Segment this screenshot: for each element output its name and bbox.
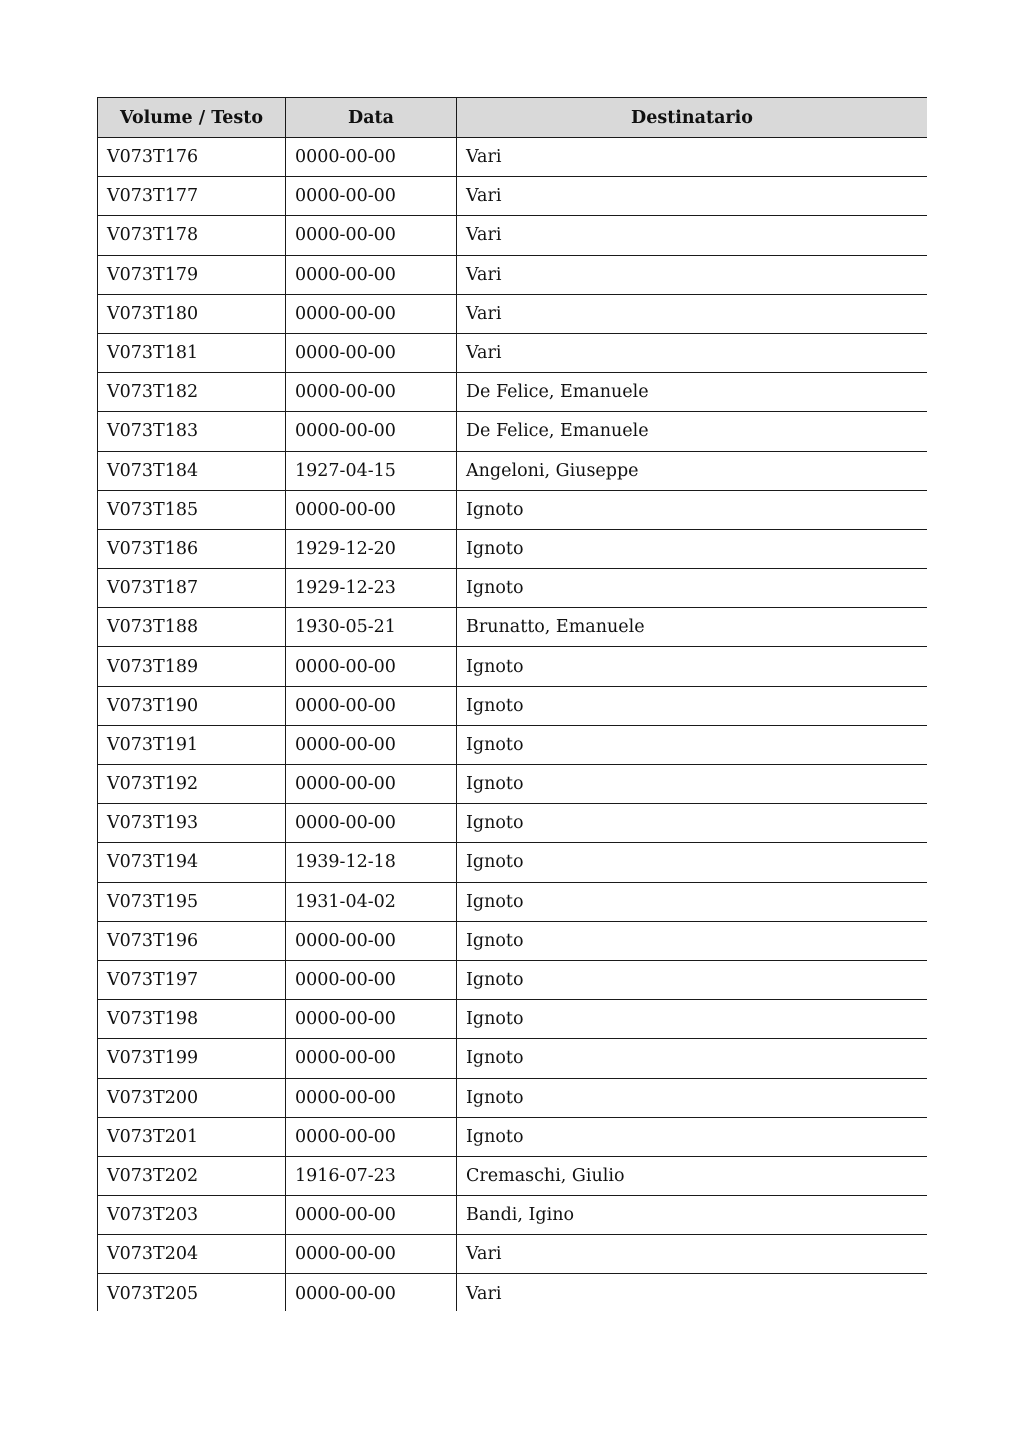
cell-destinatario: Ignoto [457,1117,928,1156]
cell-destinatario: Ignoto [457,921,928,960]
table-row [98,451,928,490]
table-row [98,1274,928,1311]
table-row [98,608,928,647]
cell-volume-testo: V073T188 [98,608,286,647]
cell-volume-testo: V073T190 [98,686,286,725]
cell-data: 1931-04-02 [286,882,457,921]
cell-data: 0000-00-00 [286,255,457,294]
cell-data: 0000-00-00 [286,1274,457,1311]
cell-volume-testo: V073T177 [98,177,286,216]
cell-destinatario: Ignoto [457,882,928,921]
cell-data: 0000-00-00 [286,1196,457,1235]
table-row [98,294,928,333]
cell-volume-testo: V073T187 [98,569,286,608]
cell-volume-testo: V073T185 [98,490,286,529]
header-data: Data [286,98,457,138]
table-row [98,765,928,804]
cell-volume-testo: V073T176 [98,138,286,177]
cell-data: 0000-00-00 [286,1235,457,1274]
cell-data: 0000-00-00 [286,373,457,412]
cell-volume-testo: V073T197 [98,960,286,999]
table-row [98,1117,928,1156]
cell-data: 0000-00-00 [286,686,457,725]
table-row [98,960,928,999]
cell-data: 0000-00-00 [286,294,457,333]
cell-volume-testo: V073T201 [98,1117,286,1156]
cell-destinatario: Ignoto [457,1000,928,1039]
cell-destinatario: Vari [457,138,928,177]
cell-volume-testo: V073T183 [98,412,286,451]
cell-data: 0000-00-00 [286,177,457,216]
cell-data: 0000-00-00 [286,725,457,764]
cell-data: 1929-12-20 [286,529,457,568]
cell-data: 0000-00-00 [286,647,457,686]
table-row [98,843,928,882]
table-row [98,882,928,921]
cell-destinatario: De Felice, Emanuele [457,412,928,451]
cell-data: 0000-00-00 [286,1078,457,1117]
table-row [98,177,928,216]
cell-destinatario: Vari [457,177,928,216]
cell-volume-testo: V073T200 [98,1078,286,1117]
table-body [98,138,928,1312]
cell-destinatario: Ignoto [457,686,928,725]
cell-data: 1916-07-23 [286,1156,457,1195]
cell-destinatario: Ignoto [457,1039,928,1078]
cell-volume-testo: V073T180 [98,294,286,333]
cell-destinatario: Ignoto [457,529,928,568]
cell-volume-testo: V073T178 [98,216,286,255]
cell-destinatario: Vari [457,1235,928,1274]
cell-volume-testo: V073T189 [98,647,286,686]
table-header [98,98,928,138]
table-row [98,569,928,608]
cell-volume-testo: V073T205 [98,1274,286,1311]
cell-data: 0000-00-00 [286,765,457,804]
cell-destinatario: Vari [457,255,928,294]
cell-volume-testo: V073T192 [98,765,286,804]
cell-data: 0000-00-00 [286,1000,457,1039]
table-row [98,1156,928,1195]
table-row [98,490,928,529]
table-row [98,921,928,960]
cell-data: 0000-00-00 [286,1039,457,1078]
table-row [98,373,928,412]
cell-volume-testo: V073T184 [98,451,286,490]
cell-data: 0000-00-00 [286,1117,457,1156]
cell-data: 0000-00-00 [286,490,457,529]
cell-volume-testo: V073T195 [98,882,286,921]
cell-destinatario: Vari [457,1274,928,1311]
cell-data: 0000-00-00 [286,412,457,451]
table-row [98,1000,928,1039]
cell-data: 0000-00-00 [286,333,457,372]
cell-data: 1939-12-18 [286,843,457,882]
table-row [98,1196,928,1235]
cell-destinatario: Ignoto [457,765,928,804]
table-row [98,804,928,843]
cell-volume-testo: V073T186 [98,529,286,568]
cell-volume-testo: V073T191 [98,725,286,764]
cell-destinatario: Vari [457,216,928,255]
cell-destinatario: Vari [457,333,928,372]
table-row [98,647,928,686]
table-row [98,138,928,177]
cell-volume-testo: V073T179 [98,255,286,294]
cell-volume-testo: V073T196 [98,921,286,960]
cell-destinatario: De Felice, Emanuele [457,373,928,412]
cell-destinatario: Ignoto [457,804,928,843]
header-row [98,98,928,138]
cell-data: 1930-05-21 [286,608,457,647]
table-row [98,333,928,372]
table-row [98,1039,928,1078]
cell-volume-testo: V073T202 [98,1156,286,1195]
table-row [98,725,928,764]
cell-data: 0000-00-00 [286,960,457,999]
cell-volume-testo: V073T181 [98,333,286,372]
cell-destinatario: Ignoto [457,960,928,999]
cell-data: 1927-04-15 [286,451,457,490]
letters-table-container [97,97,927,1311]
cell-destinatario: Brunatto, Emanuele [457,608,928,647]
cell-destinatario: Ignoto [457,725,928,764]
cell-destinatario: Ignoto [457,647,928,686]
table-row [98,529,928,568]
cell-volume-testo: V073T199 [98,1039,286,1078]
cell-destinatario: Ignoto [457,490,928,529]
cell-volume-testo: V073T203 [98,1196,286,1235]
table-row [98,412,928,451]
cell-volume-testo: V073T204 [98,1235,286,1274]
cell-data: 0000-00-00 [286,216,457,255]
cell-destinatario: Angeloni, Giuseppe [457,451,928,490]
cell-destinatario: Cremaschi, Giulio [457,1156,928,1195]
table-row [98,1078,928,1117]
table-row [98,1235,928,1274]
letters-table [97,97,927,1311]
cell-destinatario: Ignoto [457,843,928,882]
cell-destinatario: Ignoto [457,569,928,608]
cell-volume-testo: V073T193 [98,804,286,843]
cell-volume-testo: V073T194 [98,843,286,882]
header-volume-testo: Volume / Testo [98,98,286,138]
cell-data: 1929-12-23 [286,569,457,608]
table-row [98,216,928,255]
header-destinatario: Destinatario [457,98,928,138]
cell-volume-testo: V073T182 [98,373,286,412]
table-row [98,255,928,294]
cell-destinatario: Ignoto [457,1078,928,1117]
cell-volume-testo: V073T198 [98,1000,286,1039]
cell-destinatario: Vari [457,294,928,333]
cell-data: 0000-00-00 [286,804,457,843]
cell-data: 0000-00-00 [286,138,457,177]
cell-destinatario: Bandi, Igino [457,1196,928,1235]
cell-data: 0000-00-00 [286,921,457,960]
table-row [98,686,928,725]
